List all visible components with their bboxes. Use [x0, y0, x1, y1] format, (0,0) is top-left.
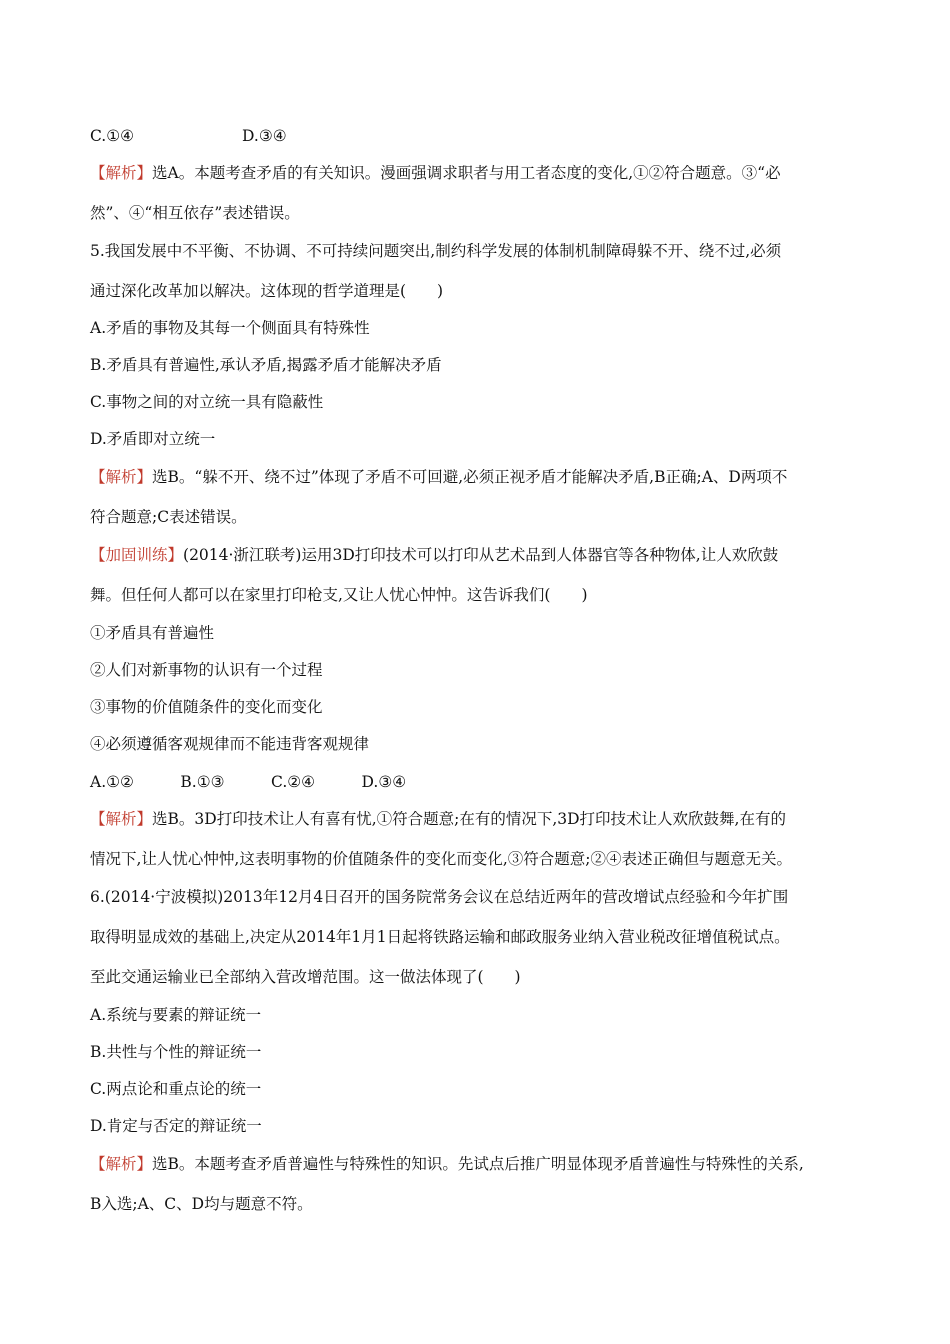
text-line: 情况下,让人忧心忡忡,这表明事物的价值随条件的变化而变化,③符合题意;②④表述正确但与题意无关。 — [90, 850, 793, 868]
text-line: 然”、④“相互依存”表述错误。 — [90, 204, 300, 222]
statement-4: ④必须遵循客观规律而不能违背客观规律 — [90, 735, 370, 753]
analysis-tag: 【解析】 — [90, 468, 153, 486]
analysis-tag: 【解析】 — [90, 164, 153, 182]
option-c: C.两点论和重点论的统一 — [90, 1080, 262, 1098]
option-a: A.矛盾的事物及其每一个侧面具有特殊性 — [90, 319, 370, 337]
answer-options: A.①② B.①③ C.②④ D.③④ — [90, 773, 407, 791]
analysis-text: 选A。本题考查矛盾的有关知识。漫画强调求职者与用工者态度的变化,①②符合题意。③“必 — [152, 164, 781, 182]
statement-3: ③事物的价值随条件的变化而变化 — [90, 698, 323, 716]
option-d: D.③④ — [242, 127, 287, 145]
text-line: 通过深化改革加以解决。这体现的哲学道理是( ) — [90, 282, 444, 300]
option-b: B.共性与个性的辩证统一 — [90, 1043, 262, 1061]
text-line: B入选;A、C、D均与题意不符。 — [90, 1195, 313, 1213]
analysis-text: 选B。本题考查矛盾普遍性与特殊性的知识。先试点后推广明显体现矛盾普遍性与特殊性的关系, — [152, 1155, 804, 1173]
analysis-text: 选B。3D打印技术让人有喜有忧,①符合题意;在有的情况下,3D打印技术让人欢欣鼓舞,在有的 — [152, 810, 786, 828]
analysis-reinforcement — [90, 809, 786, 829]
text-line: 取得明显成效的基础上,决定从2014年1月1日起将铁路运输和邮政服务业纳入营业税改征增值税试点。 — [90, 928, 790, 946]
reinforcement-question — [90, 545, 778, 565]
analysis-tag: 【解析】 — [90, 1155, 153, 1173]
option-c: C.①④ — [90, 127, 135, 145]
analysis-q5 — [90, 467, 787, 487]
option-a: A.系统与要素的辩证统一 — [90, 1006, 262, 1024]
statement-2: ②人们对新事物的认识有一个过程 — [90, 661, 323, 679]
text-line: 符合题意;C表述错误。 — [90, 508, 247, 526]
text-line: 至此交通运输业已全部纳入营改增范围。这一做法体现了( ) — [90, 968, 521, 986]
reinforcement-tag: 【加固训练】 — [90, 546, 184, 564]
statement-1: ①矛盾具有普遍性 — [90, 624, 215, 642]
option-c: C.事物之间的对立统一具有隐蔽性 — [90, 393, 324, 411]
question-5: 5.我国发展中不平衡、不协调、不可持续问题突出,制约科学发展的体制机制障碍躲不开、绕不过,必须 — [90, 242, 782, 260]
analysis-q6 — [90, 1154, 804, 1174]
question-text: (2014·浙江联考)运用3D打印技术可以打印从艺术品到人体器官等各种物体,让人欢欣鼓 — [183, 546, 779, 564]
analysis-tag: 【解析】 — [90, 810, 153, 828]
text-line: 舞。但任何人都可以在家里打印枪支,又让人忧心忡忡。这告诉我们( ) — [90, 586, 588, 604]
analysis-q4 — [90, 163, 781, 183]
options-q4-cd — [90, 126, 287, 146]
analysis-text: 选B。“躲不开、绕不过”体现了矛盾不可回避,必须正视矛盾才能解决矛盾,B正确;A、D两项不 — [152, 468, 788, 486]
option-d: D.矛盾即对立统一 — [90, 430, 216, 448]
question-6: 6.(2014·宁波模拟)2013年12月4日召开的国务院常务会议在总结近两年的营改增试点经验和今年扩围 — [90, 888, 789, 906]
option-b: B.矛盾具有普遍性,承认矛盾,揭露矛盾才能解决矛盾 — [90, 356, 442, 374]
option-d: D.肯定与否定的辩证统一 — [90, 1117, 262, 1135]
